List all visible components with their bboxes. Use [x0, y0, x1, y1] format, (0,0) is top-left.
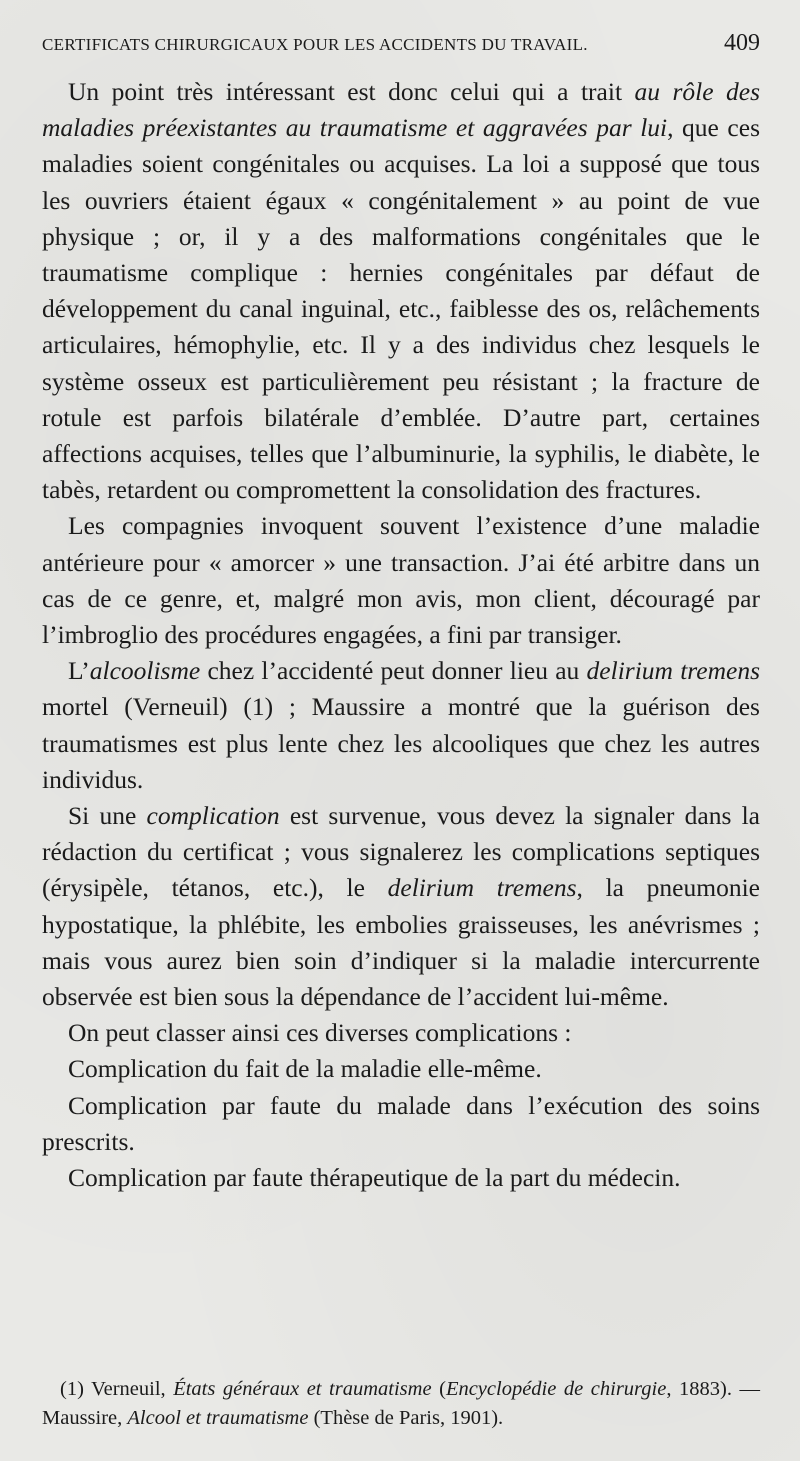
paragraph-complication [42, 798, 760, 1015]
paragraph-alcoholism [42, 653, 760, 798]
italic-run: Encyclopédie de chirurgie [445, 1378, 667, 1400]
italic-run: Alcool et traumatisme [127, 1407, 309, 1429]
italic-run: États généraux et traumatisme [173, 1378, 432, 1400]
text-run: mortel (Verneuil) (1) ; Maussire a montré que la guérison des traumatismes est plus lente chez les alcooliques que chez les autres individus. [42, 692, 760, 794]
italic-run: delirium tremens [387, 873, 577, 903]
text-run: Un point très intéressant est donc celui qui a trait [68, 77, 635, 106]
text-run: Complication par faute thérapeutique de la part du médecin. [68, 1163, 681, 1193]
text-run: Complication par faute du malade dans l’exécution des soins prescrits. [42, 1090, 760, 1156]
text-run: , 1883). — Maussire, [42, 1378, 760, 1429]
text-run: est survenue, vous devez la signaler dans la rédaction du certificat ; vous signalerez les complications septiques (érysipèle, tétanos, etc.), le [42, 801, 760, 903]
text-run: Si une [68, 801, 147, 831]
italic-run: complication [146, 801, 280, 831]
page-number: 409 [724, 30, 760, 56]
text-run: ( [431, 1378, 446, 1400]
italic-run: alcoolisme [89, 656, 201, 686]
list-item-complication-patient [42, 1088, 760, 1160]
list-item-complication-physician [42, 1160, 760, 1196]
text-run: L’ [68, 656, 90, 686]
paragraph-insurance-companies [42, 508, 760, 653]
text-run: (Thèse de Paris, 1901). [308, 1407, 504, 1429]
page-header [42, 30, 760, 74]
paragraph-preexisting-diseases [42, 74, 760, 508]
text-run: Les compagnies invoquent souvent l’existence d’une maladie antérieure pour « amorcer » une transaction. J’ai été arbitre dans un cas de ce genre, et, malgré mon avis, mon client, découragé par l’imbroglio des procédures engagées, a fini par transiger. [42, 511, 760, 650]
footnote-marker: (1) Verneuil, [60, 1378, 174, 1400]
footnote [42, 1375, 760, 1433]
italic-run: delirium tremens [586, 656, 760, 686]
body-text [42, 74, 760, 1196]
footnote-text [42, 1375, 760, 1433]
text-run: , que ces maladies soient congénitales ou acquises. La loi a supposé que tous les ouvriers étaient égaux « congénitalement » au point de vue physique ; or, il y a des malformations congénitales que le traumatisme complique : hernies congénitales par défaut de développement du canal inguinal, etc., faiblesse des os, relâchements articulaires, hémophylie, etc. Il y a des individus chez lesquels le système osseux est particulièrement peu résistant ; la fracture de rotule est parfois bilatérale d’emblée. D’autre part, certaines affections acquises, telles que l’albuminurie, la syphilis, le diabète, le tabès, retardent ou compromettent la consolidation des fractures. [42, 113, 760, 505]
text-run: , la pneumonie hypostatique, la phlébite, les embolies graisseuses, les anévrismes ; mais vous aurez bien soin d’indiquer si la maladie intercurrente observée est bien sous la dépendance de l’accident lui-même. [42, 873, 760, 1012]
list-item-complication-disease [42, 1051, 760, 1087]
text-run: On peut classer ainsi ces diverses complications : [68, 1018, 572, 1048]
italic-run: au rôle des maladies préexistantes au traumatisme et aggravées par lui [42, 77, 760, 143]
running-title: CERTIFICATS CHIRURGICAUX POUR LES ACCIDENTS DU TRAVAIL. [42, 35, 588, 54]
text-run: Complication du fait de la maladie elle-même. [68, 1054, 542, 1084]
book-page [42, 30, 760, 1429]
paragraph-classification [42, 1015, 760, 1051]
text-run: chez l’accidenté peut donner lieu au [200, 656, 587, 686]
